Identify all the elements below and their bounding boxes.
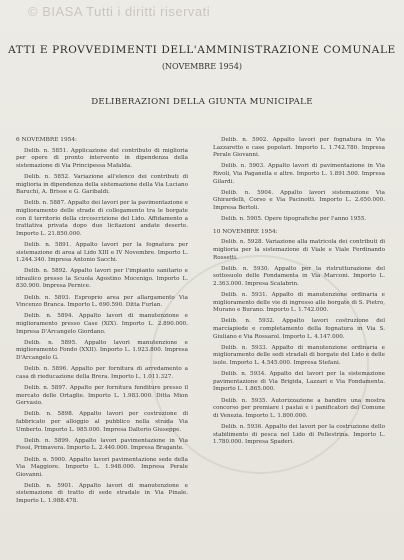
- deliberation-paragraph: Delib. n. 5851. Applicazione del contributo di miglioria per opere di pronto intervento in dipendenza della sistemazione di Via Principessa Mafalda.: [16, 147, 188, 169]
- right-column: [213, 137, 385, 553]
- deliberation-paragraph: Delib. n. 5904. Appalto lavori sistemazione Via Ghirardelli, Corso e Via Pacinotti. Importo L. 2.650.000. Impresa Bertoli.: [213, 189, 385, 211]
- deliberation-paragraph: Delib. n. 5897. Appalto per fornitura fenditure presso il mercato delle Ortaglie. Importo L. 1.983.000. Ditta Mion Gervasio.: [16, 384, 188, 407]
- deliberation-paragraph: Delib. n. 5891. Appalto lavori per la fognatura per sistemazione di area al Lido XIII e IV Novembre. Importo L. 1.244.340. Impresa Antonio Sacchi.: [16, 241, 188, 264]
- deliberation-paragraph: Delib. n. 5896. Appalto per fornitura di arredamento a casa di rieducazione della Brera. Importo L. 1.011.327.: [16, 366, 188, 380]
- deliberation-paragraph: Delib. n. 5928. Variazione alla matricola dei contributi di miglioria per la sistemazione di Viale e Viale Ferdinando Rossetti.: [213, 239, 385, 261]
- deliberation-paragraph: Delib. n. 5892. Appalto lavori per l'impianto sanitario e idraulico presso la Scuola Agostino Mocenigo. Importo L. 830.900. Impresa Pernice.: [16, 268, 188, 290]
- copyright-watermark: © BIASA Tutti i diritti riservati: [28, 4, 211, 19]
- deliberation-paragraph: Delib. n. 5903. Appalto lavori di pavimentazione in Via Rivoli, Via Paganella e altre. Importo L. 1.891.500. Impresa Gilardi.: [213, 163, 385, 185]
- deliberation-paragraph: Delib. n. 5933. Appalto di manutenzione ordinaria e miglioramento delle sedi stradali di borgate del Lido e delle isole. Importo L. 4.545.000. Impresa Stefani.: [213, 344, 385, 366]
- deliberation-paragraph: Delib. n. 5902. Appalto lavori per fognatura in Via Lazzaretto e case popolari. Importo L. 1.742.780. Impresa Perale Giovanni.: [213, 137, 385, 159]
- date-heading: 6 NOVEMBRE 1954:: [16, 137, 78, 143]
- deliberation-paragraph: Delib. n. 5895. Appalto lavori manutenzione e miglioramento Fondo (XXII). Importo L. 1.923.800. Impresa D'Arcangelo G.: [16, 339, 188, 361]
- deliberation-paragraph: Delib. n. 5931. Appalto di manutenzione ordinaria e miglioramento delle vie di ingresso alle borgate di S. Pietro, Murano e Burano. Importo L. 1.742.000.: [213, 292, 385, 314]
- deliberation-paragraph: Delib. n. 5852. Variazione all'elenco dei contributi di miglioria in dipendenza della sistemazione della Via Luciano Baruchi, A. Brisse e G. Garibaldi.: [16, 173, 188, 196]
- deliberation-paragraph: Delib. n. 5893. Esproprio area per allargamento Via Vincenzo Branca. Importo L. 690.590. Ditta Furlan.: [16, 294, 188, 309]
- document-subtitle: (NOVEMBRE 1954): [161, 62, 243, 71]
- deliberation-paragraph: Delib. n. 5935. Autorizzazione a bandire una mostra concorso per premiare i pastai e i panificatori del Comune di Venezia. Importo L. 1.800.000.: [213, 397, 385, 419]
- left-paragraphs: [16, 148, 188, 506]
- deliberation-paragraph: Delib. n. 5887. Appalto dei lavori per la pavimentazione e miglioramento delle strade di collegamento tra le borgate con il territorio della circoscrizione del Lido. Affidamento a trattativa privata dopo due licitazioni andate deserte. Importo L. 21.850.000.: [16, 200, 188, 237]
- deliberation-paragraph: Delib. n. 5905. Opere tipografiche per l'anno 1955.: [221, 216, 367, 223]
- left-column: [16, 137, 188, 553]
- deliberation-paragraph: Delib. n. 5901. Appalto lavori di manutenzione e sistemazione di tratto di sede stradale in Via Pinale. Importo L. 1.988.478.: [16, 482, 188, 505]
- deliberation-paragraph: Delib. n. 5900. Appalto lavori pavimentazione sede della Via Maggiore. Importo L. 1.948.000. Impresa Perale Giovanni.: [16, 456, 188, 478]
- deliberation-paragraph: Delib. n. 5894. Appalto lavori di manutenzione e miglioramento presso Case (XIX). Importo L. 2.890.000. Impresa D'Arcangelo Giordano.: [16, 313, 188, 335]
- deliberation-paragraph: Delib. n. 5934. Appalto dei lavori per la sistemazione pavimentazione di Via Brigida, Lazzari e Via Fondamenta. Importo L. 1.865.000.: [213, 371, 385, 393]
- right-paragraphs-2: [213, 239, 385, 446]
- deliberation-paragraph: Delib. n. 5932. Appalto lavori costruzione del marciapiede e completamento della fognatura in Via S. Giuliano e Via Rossarol. Importo L. 4.147.000.: [213, 318, 385, 340]
- deliberation-paragraph: Delib. n. 5930. Appalto per la ristrutturazione del sottosuolo delle Fondamenta in Via Marconi. Importo L. 2.363.000. Impresa Scalabrin.: [213, 265, 385, 287]
- deliberation-paragraph: Delib. n. 5936. Appalto dei lavori per la costruzione dello stabilimento di pesca nel Lido di Pellestrina. Importo L. 1.780.000. Impresa Spaderi.: [213, 423, 385, 446]
- deliberation-paragraph: Delib. n. 5899. Appalto lavori pavimentazione in Via Fossi, Primavera. Importo L. 2.440.000. Impresa Bragante.: [16, 437, 188, 452]
- document-title: ATTI E PROVVEDIMENTI DELL'AMMINISTRAZIONE COMUNALE: [8, 44, 396, 56]
- right-paragraphs: [213, 137, 385, 224]
- deliberation-paragraph: Delib. n. 5898. Appalto lavori per costruzione di fabbricato per alloggio al pubblico nella strada Via Umberto. Importo L. 985.000. Impresa Dalterio Giuseppe.: [16, 411, 188, 433]
- date-heading: 10 NOVEMBRE 1954:: [213, 228, 278, 235]
- section-heading: DELIBERAZIONI DELLA GIUNTA MUNICIPALE: [91, 97, 313, 107]
